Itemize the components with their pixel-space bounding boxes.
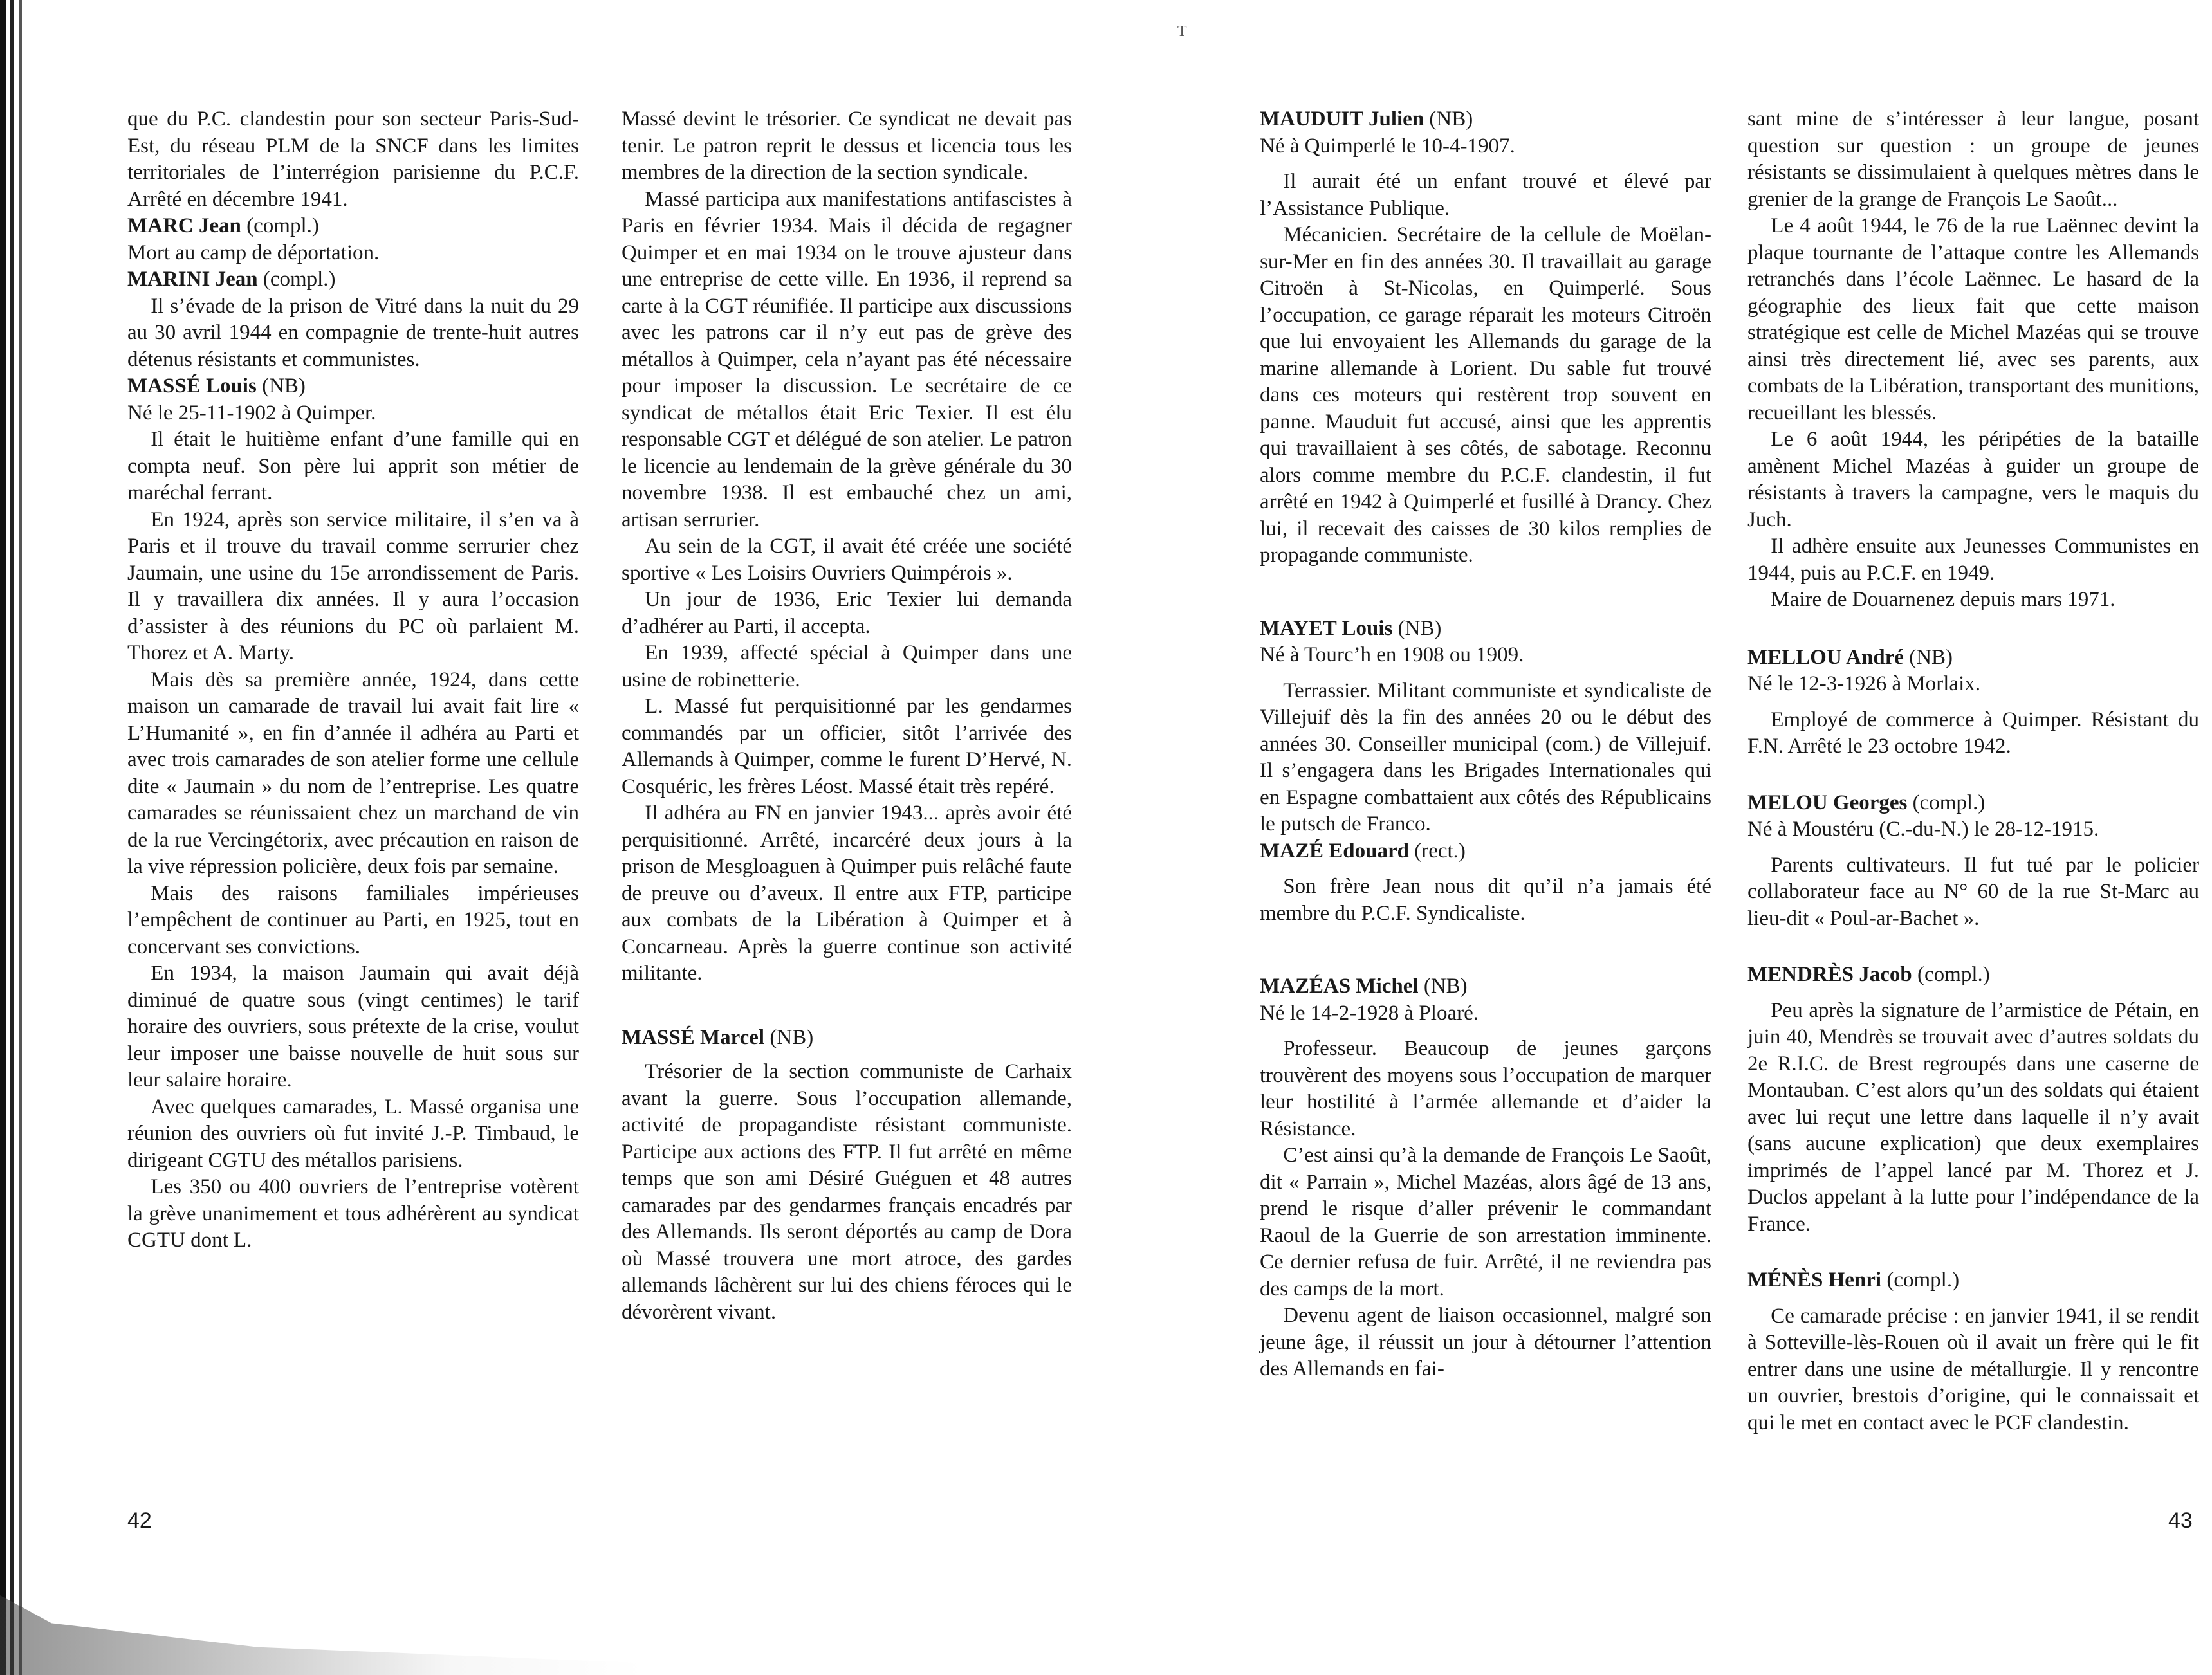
paragraph: C’est ainsi qu’à la demande de François Le Saoût, dit « Parrain », Michel Mazéas, alors âgé de 13 ans, prend le risque d’aller prévenir le commandant Raoul de la Guerrie de son arrestation imminente. Ce dernier refusa de fuir. Arrêté, il ne reviendra pas des camps de la mort. [1260, 1144, 1711, 1301]
scan-shadow [0, 1595, 643, 1675]
entry-tag: (NB) [262, 374, 306, 398]
entry-name: MAYET Louis [1260, 616, 1393, 640]
birth-line: Né à Moustéru (C.-du-N.) le 28-12-1915. [1747, 818, 2099, 841]
paragraph: Ce camarade précise : en janvier 1941, il se rendit à Sotteville-lès-Rouen où il avait un frère qui le fit entrer dans une usine de métallurgie. Il y rencontre un ouvrier, brestois d’origine, qui le connaissait et qui le met en contact avec le PCF clandestin. [1747, 1304, 2199, 1434]
paragraph: Le 4 août 1944, le 76 de la rue Laënnec devint la plaque tournante de l’attaque contre les Allemands retranchés dans l’école Laënnec. Le hasard de la géographie des lieux fait que cette maison stratégique est celle de Michel Mazéas qui se trouve ainsi très directement lié, avec ses parents, aux combats de la Libération, transportant des munitions, recueillant les blessés. [1747, 214, 2200, 425]
paragraph: En 1924, après son service militaire, il s’en va à Paris et il trouve du travail comme serrurier chez Jaumain, une usine du 15e arrondissement de Paris. Il y travaillera dix années. Il y aura l’occasion d’assister à des réunions du PC où parlaient M. Thorez et A. Marty. [127, 508, 579, 664]
entry-tag: (rect.) [1414, 839, 1466, 863]
entry-heading-marini [127, 266, 579, 293]
entry-tag: (compl.) [246, 214, 319, 237]
birth-line: Né le 14-2-1928 à Ploaré. [1260, 1001, 1479, 1025]
paragraph: Il s’évade de la prison de Vitré dans la nuit du 29 au 30 avril 1944 en compagnie de trente-huit autres détenus résistants et communistes. [127, 294, 579, 371]
birth-line: Né le 25-11-1902 à Quimper. [127, 401, 376, 425]
left-page-column-1 [127, 106, 579, 1254]
paragraph: Mais des raisons familiales impérieuses l’empêchent de continuer au Parti, en 1925, tout en concervant ses convictions. [127, 881, 579, 958]
birth-line: Né à Tourc’h en 1908 ou 1909. [1260, 643, 1524, 666]
entry-heading-mayet [1260, 616, 1711, 643]
entry-heading-masse-louis [127, 373, 579, 400]
paragraph: Massé participa aux manifestations antifascistes à Paris en février 1934. Mais il décida de regagner Quimper et en mai 1934 on le trouve ajusteur dans une entreprise de cette ville. En 1936, il reprend sa carte à la CGT réunifiée. Il participe aux discussions avec les patrons car il n’y eut pas de grève des métallos à Quimper, cela n’ayant pas été nécessaire pour imposer la discussion. Le secrétaire de ce syndicat de métallos était Eric Texier. Il est élu responsable CGT et délégué de son atelier. Le patron le licencie au lendemain de la grève générale du 30 novembre 1938. Il est embauché chez un ami, artisan serrurier. [622, 187, 1072, 531]
entry-tag: (compl.) [1912, 791, 1986, 814]
entry-tag: (NB) [1397, 616, 1442, 640]
paragraph: Professeur. Beaucoup de jeunes garçons trouvèrent des moyens sous l’occupation de marquer leur hostilité à l’armée allemande et d’aider la Résistance. [1260, 1037, 1711, 1140]
paragraph: En 1934, la maison Jaumain qui avait déjà diminué de quatre sous (vingt centimes) le tarif horaire des ouvriers, sous prétexte de la crise, voulut leur imposer une baisse nouvelle de huit sous sur leur salaire horaire. [127, 962, 579, 1092]
paragraph: Au sein de la CGT, il avait été créée une société sportive « Les Loisirs Ouvriers Quimpérois ». [622, 535, 1072, 585]
book-binding-edge [0, 0, 37, 1675]
entry-tag: (compl.) [1886, 1268, 1960, 1292]
paragraph: Il adhéra au FN en janvier 1943... après avoir été perquisitionné. Arrêté, incarcéré deux jours à la prison de Mesgloaguen à Quimper puis relâché faute de preuve ou d’aveux. Il entre aux FTP, participe aux combats de la Libération à Quimper et à Concarneau. Après la guerre continue son activité militante. [622, 801, 1072, 985]
right-page-column-1 [1260, 106, 1711, 1383]
entry-heading-maze [1260, 838, 1711, 865]
paragraph: Avec quelques camarades, L. Massé organisa une réunion des ouvriers où fut invité J.-P. Timbaud, le dirigeant CGTU des métallos parisiens. [127, 1095, 579, 1172]
birth-line: Né à Quimperlé le 10-4-1907. [1260, 134, 1515, 158]
entry-tag: (NB) [1423, 975, 1468, 998]
paragraph: Mort au camp de déportation. [127, 241, 380, 264]
page-number-left: 42 [127, 1508, 152, 1533]
paragraph: Devenu agent de liaison occasionnel, malgré son jeune âge, il réussit un jour à détourner l’attention des Allemands en fai- [1260, 1304, 1711, 1380]
page-number-right: 43 [2168, 1508, 2193, 1533]
paragraph: Maire de Douarnenez depuis mars 1971. [1771, 588, 2115, 611]
entry-heading-marc [127, 213, 579, 240]
entry-name: MELOU Georges [1747, 791, 1908, 814]
entry-name: MAZÉAS Michel [1260, 975, 1419, 998]
entry-tag: (NB) [1429, 107, 1473, 131]
entry-heading-mauduit [1260, 106, 1711, 133]
paragraph: Terrassier. Militant communiste et syndicaliste de Villejuif dès la fin des années 20 ou le début des années 30. Conseiller municipal (com.) de Villejuif. Il s’engagera dans les Brigades Internationales qui en Espagne combattaient aux côtés des Républicains le putsch de Franco. [1260, 679, 1711, 836]
entry-name: MARINI Jean [127, 268, 258, 291]
paragraph: Un jour de 1936, Eric Texier lui demanda d’adhérer au Parti, il accepta. [622, 588, 1072, 638]
entry-heading-masse-marcel [622, 1025, 1072, 1052]
entry-name: MAZÉ Edouard [1260, 839, 1409, 863]
entry-heading-melou [1747, 790, 2199, 817]
paragraph: Massé devint le trésorier. Ce syndicat ne devait pas tenir. Le patron reprit le dessus et licencia tous les membres de la direction de la section syndicale. [622, 107, 1072, 184]
entry-tag: (NB) [1909, 645, 1953, 669]
paragraph: Il était le huitième enfant d’une famille qui en compta neuf. Son père lui apprit son métier de maréchal ferrant. [127, 428, 579, 504]
entry-heading-mendres [1747, 962, 2199, 989]
entry-name: MASSÉ Louis [127, 374, 257, 398]
paragraph: Peu après la signature de l’armistice de Pétain, en juin 40, Mendrès se trouvait avec d’autres soldats du 2e R.I.C. de Brest regroupés dans une caserne de Montauban. C’est alors qu’un des soldats qui étaient avec lui reçut une lettre dans laquelle il n’y avait (sans aucune explication) que deux exemplaires imprimés de l’appel lancé par M. Thorez et J. Duclos appelant à la lutte pour l’indépendance de la France. [1747, 998, 2199, 1236]
paragraph: Il aurait été un enfant trouvé et élevé par l’Assistance Publique. [1260, 170, 1711, 220]
entry-heading-mellou [1747, 645, 2199, 672]
entry-tag: (compl.) [263, 268, 336, 291]
paragraph: Mécanicien. Secrétaire de la cellule de Moëlan-sur-Mer en fin des années 30. Il travaillait au garage Citroën à St-Nicolas, en Quimperlé. Sous l’occupation, ce garage réparait les moteurs Citroën que lui envoyaient les Allemands du garage de la marine allemande à Lorient. Du sable fut trouvé dans ces moteurs qui restèrent trop souvent en panne. Mauduit fut accusé, ainsi que les apprentis qui travaillaient à ses côtés, de sabotage. Reconnu alors comme membre du P.C.F. clandestin, il fut arrêté en 1942 à Quimperlé et fusillé à Drancy. Chez lui, il recevait des caisses de 30 kilos remplies de propagande communiste. [1260, 223, 1711, 567]
entry-tag: (compl.) [1917, 963, 1990, 986]
paragraph: Le 6 août 1944, les péripéties de la bataille amènent Michel Mazéas à guider un groupe de résistants à travers la campagne, vers le maquis du Juch. [1747, 428, 2199, 531]
entry-name: MASSÉ Marcel [622, 1025, 765, 1049]
entry-name: MAUDUIT Julien [1260, 107, 1424, 131]
scan-speck: ᵀ [1177, 20, 1187, 49]
entry-name: MARC Jean [127, 214, 241, 237]
entry-name: MÉNÈS Henri [1747, 1268, 1882, 1292]
right-page-column-2 [1747, 106, 2199, 1436]
paragraph: Il adhère ensuite aux Jeunesses Communistes en 1944, puis au P.C.F. en 1949. [1747, 535, 2199, 585]
paragraph: Mais dès sa première année, 1924, dans cette maison un camarade de travail lui avait fait lire « L’Humanité », en fin d’année il adhéra au Parti et avec trois camarades de son atelier forme une cellule dite « Jaumain » du nom de l’entreprise. Les quatre camarades se réunissaient chez un marchand de vin de la rue Vercingétorix, avec précaution en raison de la vive répression policière, deux fois par semaine. [127, 668, 579, 878]
entry-tag: (NB) [770, 1025, 814, 1049]
paragraph: L. Massé fut perquisitionné par les gendarmes commandés par un officier, sitôt l’arrivée des Allemands à Quimper, comme le furent D’Hervé, N. Cosquéric, les frères Léost. Massé était très repéré. [622, 695, 1072, 798]
entry-heading-mazeas [1260, 973, 1711, 1000]
paragraph: Employé de commerce à Quimper. Résistant du F.N. Arrêté le 23 octobre 1942. [1747, 708, 2199, 758]
entry-name: MENDRÈS Jacob [1747, 963, 1912, 986]
paragraph: Les 350 ou 400 ouvriers de l’entreprise votèrent la grève unanimement et tous adhérèrent au syndicat CGTU dont L. [127, 1175, 579, 1252]
paragraph: Parents cultivateurs. Il fut tué par le policier collaborateur face au N° 60 de la rue St-Marc au lieu-dit « Poul-ar-Bachet ». [1747, 853, 2199, 930]
birth-line: Né le 12-3-1926 à Morlaix. [1747, 672, 1980, 695]
paragraph: Son frère Jean nous dit qu’il n’a jamais été membre du P.C.F. Syndicaliste. [1260, 875, 1711, 925]
paragraph: que du P.C. clandestin pour son secteur Paris-Sud-Est, du réseau PLM de la SNCF dans les limites territoriales de l’interrégion parisienne du P.C.F. Arrêté en décembre 1941. [127, 107, 579, 211]
entry-heading-menes [1747, 1267, 2199, 1294]
paragraph: sant mine de s’intéresser à leur langue, posant question sur question : un groupe de jeunes résistants se dissimulaient à quelques mètres dans le grenier de la grange de François Le Saoût... [1747, 107, 2199, 211]
paragraph: Trésorier de la section communiste de Carhaix avant la guerre. Sous l’occupation allemande, activité de propagandiste résistant communiste. Participe aux actions des FTP. Il fut arrêté en même temps que son ami Désiré Guéguen et 48 autres camarades par des gendarmes français encadrés par des Allemands. Ils seront déportés au camp de Dora où Massé trouvera une mort atroce, des gardes allemands lâchèrent sur lui des chiens féroces qui le dévorèrent vivant. [622, 1060, 1072, 1324]
paragraph: En 1939, affecté spécial à Quimper dans une usine de robinetterie. [622, 641, 1072, 691]
left-page-column-2 [622, 106, 1072, 1326]
entry-name: MELLOU André [1747, 645, 1904, 669]
